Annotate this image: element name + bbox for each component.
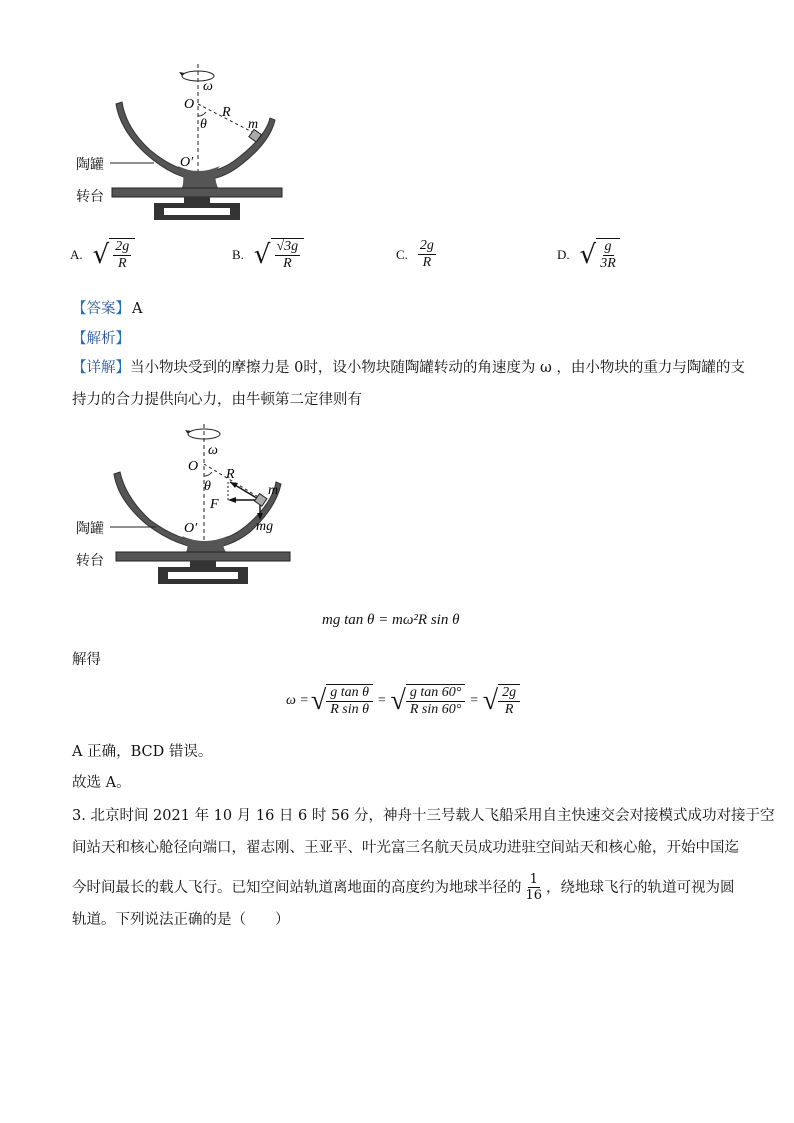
equation-2: ω = √ $\frac{\text{g tan θ}}{\text{R sin θ}}$ = √ $\frac{\text{g tan 60°}}{\text{R sin 60°}}$ = √ 2g R: [286, 684, 520, 718]
equation-1: mg tan θ = mω²R sin θ: [322, 612, 460, 628]
option-d-root-icon: √: [579, 240, 597, 270]
label-omega-2: ω: [208, 443, 218, 458]
fraction-denominator: 16: [525, 888, 543, 903]
option-b-numerator: √3g: [276, 239, 299, 254]
turntable-neck: [184, 197, 210, 203]
label-O-2: O: [188, 459, 199, 474]
analysis-heading: 【解析】: [72, 331, 130, 347]
label-omega: ω: [203, 79, 213, 94]
option-d-denominator: 3R: [600, 256, 616, 271]
pot-bowl: [116, 102, 275, 180]
option-a-denominator: R: [117, 256, 127, 271]
turntable-label-2: 转台: [76, 553, 104, 569]
option-a[interactable]: [70, 238, 135, 272]
option-d-letter: D.: [557, 247, 570, 262]
answer-value: A: [132, 301, 143, 317]
question-3-line-1: 3. 北京时间 2021 年 10 月 16 日 6 时 56 分，神舟十三号载人飞船采用自主快速交会对接模式成功对接于空: [72, 808, 775, 824]
answer-label: 答案: [86, 301, 116, 317]
conclusion-1: A 正确，BCD 错误。: [72, 744, 213, 760]
conclusion-2: 故选 A。: [72, 775, 131, 791]
label-O: O: [184, 97, 195, 112]
label-O-prime-2: O′: [184, 521, 198, 536]
option-d[interactable]: [557, 238, 620, 272]
option-b-letter: B.: [232, 247, 244, 262]
figure-2-force-diagram: [70, 420, 300, 600]
label-theta-2: θ: [204, 479, 211, 494]
option-b-denominator: R: [283, 256, 292, 271]
label-m-2: m: [268, 483, 279, 498]
label-theta: θ: [200, 117, 207, 132]
answer-line: 【答案】 A: [72, 301, 143, 317]
pot-bowl-2: [114, 472, 281, 548]
turntable-plate: [112, 188, 282, 197]
option-c-letter: C.: [396, 246, 408, 262]
pot-label: 陶罐: [76, 157, 104, 173]
option-d-numerator: g: [604, 239, 612, 254]
option-a-numerator: 2g: [115, 239, 130, 254]
question-3-line-3: 今时间最长的载人飞行。已知空间站轨道离地面的高度约为地球半径的 $\frac{1}{16}$ ，绕地球飞行的轨道可视为圆: [72, 872, 735, 903]
detail-line-2: 持力的合力提供向心力，由牛顿第二定律则有: [72, 392, 362, 408]
option-a-letter: A.: [70, 247, 83, 262]
option-b[interactable]: [232, 238, 304, 272]
label-F: F: [210, 497, 219, 512]
option-c-denominator: R: [422, 255, 432, 270]
fraction-numerator: 1: [529, 872, 538, 887]
label-R: R: [222, 105, 231, 120]
solve-label: 解得: [72, 652, 101, 668]
option-a-root-icon: √: [92, 240, 110, 270]
question-3-line-4: 轨道。下列说法正确的是（ ）: [72, 912, 290, 928]
option-b-root-icon: √: [253, 240, 271, 270]
option-c[interactable]: [396, 238, 436, 271]
pot-label-2: 陶罐: [76, 521, 104, 537]
label-R-2: R: [226, 467, 235, 482]
option-c-numerator: 2g: [419, 238, 434, 253]
detail-line-1: 【详解】当小物块受到的摩擦力是 0时，设小物块随陶罐转动的角速度为 ω ，由小物块的重力与陶罐的支: [72, 360, 745, 376]
question-3-line-2: 间站天和核心舱径向端口，翟志刚、王亚平、叶光富三名航天员成功进驻空间站天和核心舱，开始中国迄: [72, 840, 739, 856]
label-m: m: [248, 117, 259, 132]
turntable-label: 转台: [76, 189, 104, 205]
label-mg: mg: [256, 519, 274, 534]
label-O-prime: O′: [180, 155, 194, 170]
figure-1-pot-on-turntable: [70, 58, 300, 228]
